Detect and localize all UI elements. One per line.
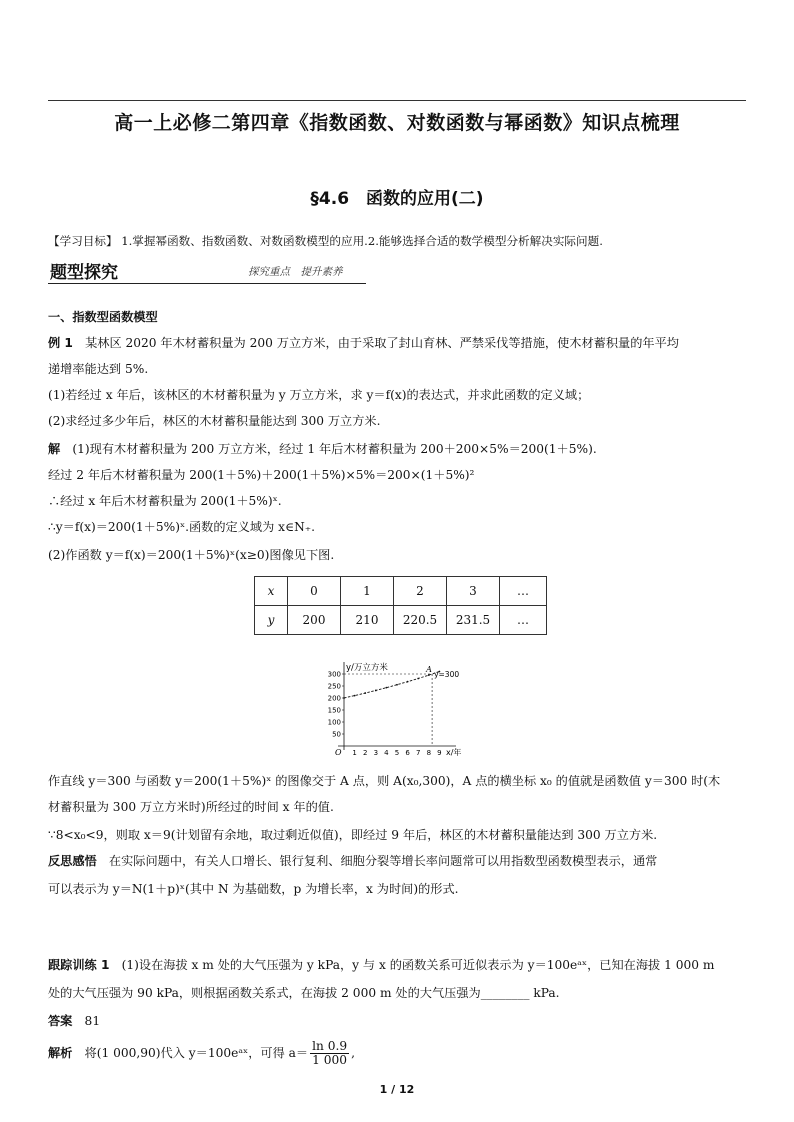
page-number: 1 / 12	[379, 1083, 415, 1096]
solution-label: 解	[48, 442, 61, 456]
x-tick-label: 8	[426, 749, 432, 757]
table-cell: …	[500, 606, 547, 635]
y-tick-label: 300	[327, 670, 341, 679]
practice-label: 跟踪训练 1	[48, 958, 110, 972]
practice-analysis-tail: ,	[351, 1046, 355, 1060]
answer-label: 答案	[48, 1014, 73, 1028]
table-row	[255, 606, 547, 635]
table-cell: 1	[341, 577, 394, 606]
y-tick-label: 100	[327, 718, 341, 727]
table-cell: 231.5	[447, 606, 500, 635]
header-rule	[48, 100, 746, 101]
origin-label: O	[335, 748, 342, 757]
example1-question1: (1)若经过 x 年后，该林区的木材蓄积量为 y 万立方米，求 y＝f(x)的表达式，并求此函数的定义域；	[48, 388, 590, 402]
y-axis-label: y/万立方米	[346, 663, 388, 673]
x-tick-label: 6	[405, 749, 410, 757]
y-tick-label: 150	[327, 706, 341, 715]
data-point	[386, 687, 388, 689]
analysis-line1: 作直线 y＝300 与函数 y＝200(1＋5%)ˣ 的图像交于 A 点，则 A(x₀,300)，A 点的横坐标 x₀ 的值就是函数值 y＝300 时(木	[48, 774, 721, 788]
practice-analysis-line	[48, 1040, 748, 1067]
section-banner-title: 题型探究	[50, 263, 118, 283]
solution-text1: (1)现有木材蓄积量为 200 万立方米，经过 1 年后木材蓄积量为 200＋200×5%＝200(1＋5%).	[60, 442, 597, 456]
fraction	[310, 1040, 349, 1067]
analysis-line2: 材蓄积量为 300 万立方米时)所经过的时间 x 年的值.	[48, 800, 334, 814]
solution-line5: (2)作函数 y＝f(x)＝200(1＋5%)ˣ(x≥0)图像见下图.	[48, 548, 335, 562]
table-cell: y	[255, 606, 288, 635]
value-table	[254, 576, 547, 635]
series-line	[344, 672, 439, 699]
solution-line2: 经过 2 年后木材蓄积量为 200(1＋5%)＋200(1＋5%)×5%＝200×(1＋5%)²	[48, 468, 475, 482]
reflection-label: 反思感悟	[48, 854, 97, 868]
table-cell: 210	[341, 606, 394, 635]
solution-line4: ∴y＝f(x)＝200(1＋5%)ˣ.函数的定义域为 x∈N₊.	[48, 520, 316, 534]
y-tick-label: 50	[332, 730, 341, 739]
practice-analysis-text: 将(1 000,90)代入 y＝100eᵃˣ，可得 a＝	[72, 1046, 309, 1060]
x-tick-label: 3	[373, 749, 379, 757]
section-title: §4.6 函数的应用(二)	[310, 189, 484, 209]
table-cell: 2	[394, 577, 447, 606]
section-banner-underline	[48, 283, 366, 284]
table-cell: 200	[288, 606, 341, 635]
example1-text: 某林区 2020 年木材蓄积量为 200 万立方米，由于采取了封山育林、严禁采伐等措施，使木材蓄积量的年平均	[72, 336, 679, 350]
data-point	[407, 681, 409, 683]
data-point	[396, 684, 398, 686]
solution-line3: ∴经过 x 年后木材蓄积量为 200(1＋5%)ˣ.	[48, 494, 282, 508]
practice-line2: 处的大气压强为 90 kPa，则根据函数关系式，在海拔 2 000 m 处的大气压强为________ kPa.	[48, 986, 560, 1000]
answer-value: 81	[72, 1014, 101, 1028]
data-point	[428, 674, 430, 676]
growth-chart	[318, 660, 488, 760]
solution-line1	[48, 440, 748, 458]
reflection-text: 在实际问题中，有关人口增长、银行复利、细胞分裂等增长率问题常可以用指数型函数模型表示，通常	[96, 854, 658, 868]
example1-question2: (2)求经过多少年后，林区的木材蓄积量能达到 300 万立方米.	[48, 414, 381, 428]
reflection-line2: 可以表示为 y＝N(1＋p)ˣ(其中 N 为基础数，p 为增长率，x 为时间)的形式.	[48, 882, 459, 896]
reflection-line1	[48, 852, 748, 870]
x-axis-label: x/年	[446, 748, 462, 757]
table-cell: 220.5	[394, 606, 447, 635]
analysis-line3: ∵8<x₀<9，则取 x＝9(计划留有余地，取过剩近似值)，即经过 9 年后，林区的木材蓄积量能达到 300 万立方米.	[48, 828, 658, 842]
x-tick-label: 7	[415, 749, 421, 757]
data-point	[343, 697, 345, 699]
example1-line2: 递增率能达到 5%.	[48, 362, 149, 376]
data-point	[354, 695, 356, 697]
x-tick-label: 2	[362, 749, 368, 757]
data-point	[417, 678, 419, 680]
x-tick-label: 9	[437, 749, 442, 757]
section-banner-subtitle: 探究重点 提升素养	[248, 266, 343, 278]
section-banner	[48, 258, 368, 284]
fraction-numerator: ln 0.9	[312, 1039, 348, 1053]
data-point	[375, 690, 377, 692]
part1-heading: 一、指数型函数模型	[48, 310, 158, 324]
answer-line	[48, 1012, 748, 1030]
document-title: 高一上必修二第四章《指数函数、对数函数与幂函数》知识点梳理	[114, 112, 680, 134]
table-row	[255, 577, 547, 606]
fraction-denominator: 1 000	[312, 1053, 348, 1067]
data-point	[364, 692, 366, 694]
table-cell: 0	[288, 577, 341, 606]
learning-objectives: 【学习目标】 1.掌握幂函数、指数函数、对数函数模型的应用.2.能够选择合适的数学模型分析解决实际问题.	[48, 234, 603, 248]
example1-line1	[48, 334, 748, 352]
practice-line1	[48, 956, 748, 974]
y-tick-label: 250	[327, 682, 341, 691]
x-tick-label: 5	[394, 749, 400, 757]
table-cell: …	[500, 577, 547, 606]
x-tick-label: 4	[384, 749, 389, 757]
example1-label: 例 1	[48, 336, 73, 350]
practice-text: (1)设在海拔 x m 处的大气压强为 y kPa，y 与 x 的函数关系可近似表示为 y＝100eᵃˣ，已知在海拔 1 000 m	[109, 958, 715, 972]
table-cell: x	[255, 577, 288, 606]
practice-analysis-label: 解析	[48, 1046, 73, 1060]
x-tick-label: 1	[352, 749, 357, 757]
point-a-label: A	[426, 665, 432, 674]
line-label: y=300	[434, 670, 460, 679]
table-cell: 3	[447, 577, 500, 606]
y-tick-label: 200	[327, 694, 341, 703]
